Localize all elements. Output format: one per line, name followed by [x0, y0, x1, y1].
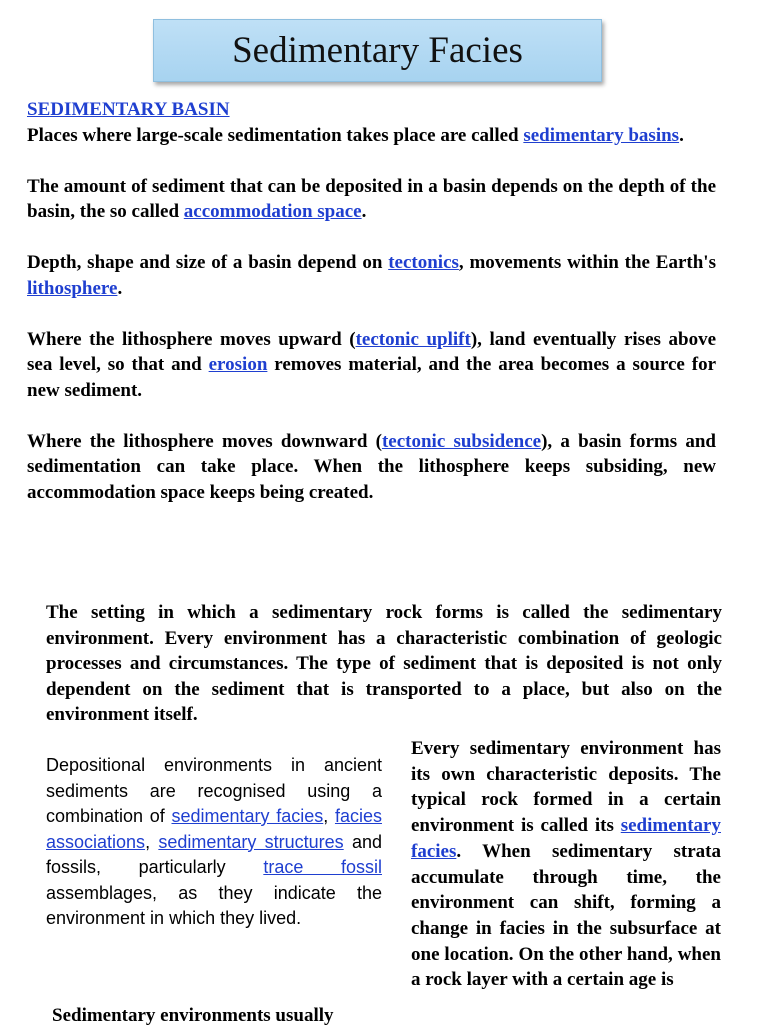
text: Places where large-scale sedimentation takes place are called	[27, 124, 524, 146]
accommodation-space-link[interactable]: accommodation space	[183, 201, 362, 222]
tectonics-link[interactable]: tectonics	[388, 252, 459, 273]
text: and fossils, particularly	[46, 831, 382, 877]
text: assemblages, as they indicate the environment in which they lived.	[46, 882, 382, 928]
text: Where the lithosphere moves downward (	[27, 430, 382, 452]
text: .	[679, 124, 684, 146]
erosion-link[interactable]: erosion	[208, 354, 268, 375]
basin-paragraph-4	[27, 327, 716, 404]
text: .	[117, 277, 123, 299]
text: ,	[323, 806, 335, 826]
text: ), land eventually rises above sea level, so that and	[27, 328, 716, 375]
text: Depositional environments in ancient sediments are recognised using a combination of	[46, 755, 382, 826]
text: .	[361, 201, 367, 222]
section-heading-link[interactable]: SEDIMENTARY BASIN	[27, 99, 230, 120]
sedimentary-facies-link-2[interactable]: sedimentary facies	[411, 815, 721, 862]
facies-associations-link[interactable]: facies associations	[46, 806, 382, 852]
text: Where the lithosphere moves upward (	[27, 328, 356, 350]
page-title: Sedimentary Facies	[232, 30, 523, 71]
basin-section	[27, 97, 716, 531]
sedimentary-basins-link[interactable]: sedimentary basins	[523, 124, 680, 146]
sedimentary-structures-link[interactable]: sedimentary structures	[158, 831, 344, 852]
title-box	[153, 19, 602, 82]
text: Every sedimentary environment has its own characteristic deposits. The typical rock formed in a certain environment is called its	[411, 738, 721, 837]
sedimentary-environments-paragraph: Sedimentary environments usually	[52, 1005, 334, 1026]
text: Depth, shape and size of a basin depend on	[27, 252, 389, 273]
text: ), a basin forms and sedimentation can take place. When the lithosphere keeps subsiding, new accommodation space keeps being created.	[27, 430, 716, 503]
environment-paragraph: The setting in which a sedimentary rock forms is called the sedimentary environment. Every environment has a characteristic combination of geologic processes and circumstances. The type of sediment that is deposited is not only dependent on the sediment that is transported to a place, but also on the environment itself.	[46, 602, 722, 725]
depositional-environments-paragraph	[46, 753, 382, 932]
basin-paragraph-2	[27, 174, 716, 225]
text: . When sedimentary strata accumulate through time, the environment can shift, forming a change in facies in the subsurface at one location. On the other hand, when a rock layer with a certain age is	[411, 840, 721, 991]
tectonic-subsidence-link[interactable]: tectonic subsidence	[381, 430, 542, 452]
tectonic-uplift-link[interactable]: tectonic uplift	[355, 328, 471, 350]
text: removes material, and the area becomes a source for new sediment.	[27, 354, 716, 401]
basin-paragraph-5	[27, 429, 716, 506]
lithosphere-link[interactable]: lithosphere	[27, 277, 118, 299]
basin-paragraph-3	[27, 250, 716, 301]
trace-fossil-link[interactable]: trace fossil	[263, 857, 382, 877]
basin-paragraph-1	[27, 123, 716, 149]
text: , movements within the Earth's	[458, 252, 716, 273]
text: The amount of sediment that can be deposited in a basin depends on the depth of the basin, the so called	[27, 175, 716, 222]
text: ,	[145, 831, 159, 852]
sedimentary-facies-link[interactable]: sedimentary facies	[171, 806, 324, 826]
characteristic-deposits-paragraph	[411, 736, 721, 993]
